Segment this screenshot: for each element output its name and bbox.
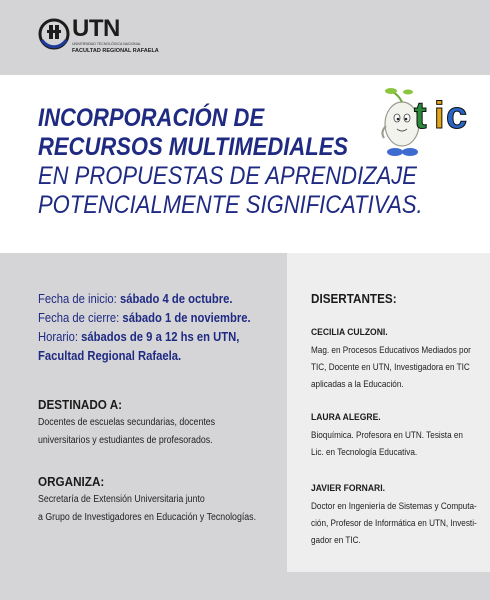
- speaker-name-2: LAURA ALEGRE.: [311, 412, 381, 423]
- speaker-desc-3-line-2: ción, Profesor de Informática en UTN, Investi-: [311, 518, 477, 529]
- logo-faculty: FACULTAD REGIONAL RAFAELA: [72, 48, 159, 54]
- speaker-desc-3-line-3: gador en TIC.: [311, 535, 361, 546]
- destinado-line-1: Docentes de escuelas secundarias, docentes: [38, 417, 216, 428]
- speaker-desc-1-line-2: TIC, Docente en UTN, Investigadora en TIC: [311, 362, 470, 373]
- organiza-line-2: a Grupo de Investigadores en Educación y Tecnologías.: [38, 512, 257, 523]
- title-line-1: INCORPORACIÓN DE: [38, 104, 265, 132]
- tic-mascot-icon: [370, 86, 476, 164]
- svg-text:c: c: [446, 95, 468, 137]
- start-date-value: sábado 4 de octubre.: [119, 292, 233, 306]
- start-date: [38, 292, 232, 306]
- schedule-time-label: Horario:: [38, 330, 79, 344]
- end-date: [38, 311, 251, 325]
- disertantes-heading: DISERTANTES:: [311, 291, 397, 306]
- speaker-desc-2-line-1: Bioquímica. Profesora en UTN. Tesista en: [311, 430, 463, 441]
- header-band: [0, 0, 490, 75]
- utn-emblem-icon: [38, 18, 70, 50]
- destinado-line-2: universitarios y estudiantes de profesorados.: [38, 435, 213, 446]
- schedule-time-value: sábados de 9 a 12 hs en UTN,: [81, 330, 240, 344]
- schedule-place-value: Facultad Regional Rafaela.: [38, 349, 182, 363]
- title-line-2: RECURSOS MULTIMEDIALES: [38, 133, 349, 161]
- organiza-heading: ORGANIZA:: [38, 474, 105, 489]
- schedule-place: [38, 349, 181, 363]
- title-line-3: EN PROPUESTAS DE APRENDIZAJE: [38, 162, 417, 190]
- schedule-time: [38, 330, 239, 344]
- logo-university: UNIVERSIDAD TECNOLÓGICA NACIONAL: [72, 42, 141, 46]
- organiza-line-1: Secretaría de Extensión Universitaria junto: [38, 494, 205, 505]
- title-line-4: POTENCIALMENTE SIGNIFICATIVAS.: [38, 191, 423, 219]
- end-date-label: Fecha de cierre:: [38, 311, 120, 325]
- speaker-desc-1-line-3: aplicadas a la Educación.: [311, 379, 404, 390]
- utn-logo: [38, 15, 159, 60]
- speaker-name-3: JAVIER FORNARI.: [311, 483, 385, 494]
- speaker-name-1: CECILIA CULZONI.: [311, 327, 388, 338]
- end-date-value: sábado 1 de noviembre.: [122, 311, 251, 325]
- speaker-desc-3-line-1: Doctor en Ingeniería de Sistemas y Computa-: [311, 501, 477, 512]
- svg-text:i: i: [434, 95, 445, 137]
- speaker-desc-1-line-1: Mag. en Procesos Educativos Mediados por: [311, 345, 471, 356]
- svg-text:t: t: [414, 95, 427, 137]
- bottom-strip: [287, 572, 490, 600]
- speaker-desc-2-line-2: Lic. en Tecnología Educativa.: [311, 447, 418, 458]
- logo-text: UTN: [72, 15, 120, 42]
- destinado-heading: DESTINADO A:: [38, 397, 123, 412]
- start-date-label: Fecha de inicio:: [38, 292, 117, 306]
